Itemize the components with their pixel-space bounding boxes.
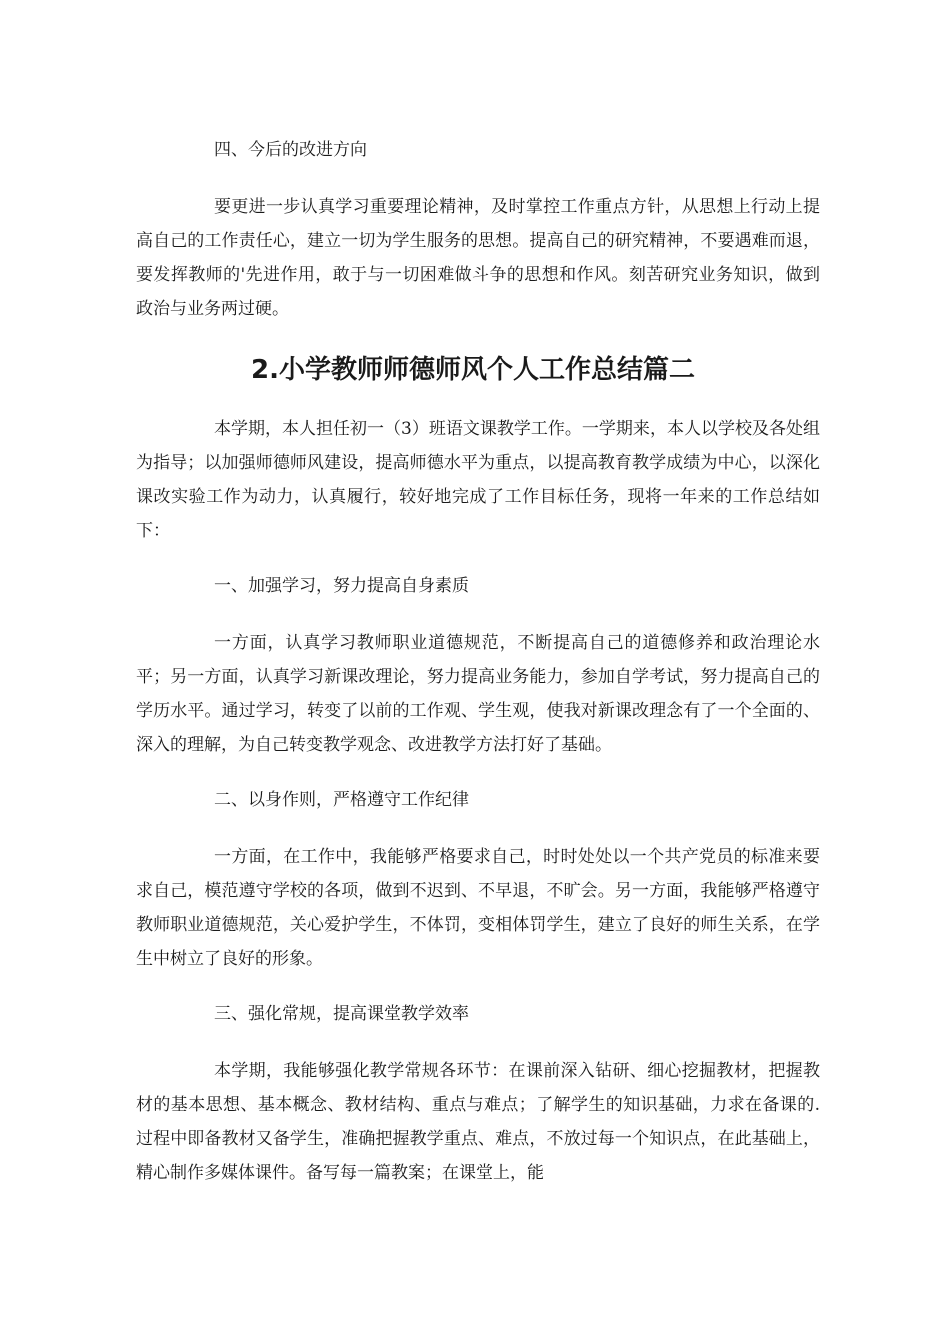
article-title: 2.小学教师师德师风个人工作总结篇二 bbox=[251, 355, 695, 385]
paragraph-discipline: 一方面，在工作中，我能够严格要求自己，时时处处以一个共产党员的标准来要求自己，模范遵守学校的各项，做到不迟到、不早退，不旷会。另一方面，我能够严格遵守教师职业道德规范，关心爱护学生，不体罚，变相体罚学生，建立了良好的师生关系，在学生中树立了良好的形象。 bbox=[136, 847, 820, 969]
section-heading-study: 一、加强学习，努力提高自身素质 bbox=[214, 576, 469, 596]
paragraph-routine: 本学期，我能够强化教学常规各环节：在课前深入钻研、细心挖掘教材，把握教材的基本思想、基本概念、教材结构、重点与难点；了解学生的知识基础，力求在备课的.过程中即备教材又备学生，准确把握教学重点、难点，不放过每一个知识点，在此基础上，精心制作多媒体课件。备写每一篇教案；在课堂上，能 bbox=[136, 1061, 820, 1183]
paragraph-study: 一方面，认真学习教师职业道德规范，不断提高自己的道德修养和政治理论水平；另一方面，认真学习新课改理论，努力提高业务能力，参加自学考试，努力提高自己的学历水平。通过学习，转变了以前的工作观、学生观，使我对新课改理念有了一个全面的、深入的理解，为自己转变教学观念、改进教学方法打好了基础。 bbox=[136, 633, 820, 755]
paragraph-intro: 本学期，本人担任初一（3）班语文课教学工作。一学期来，本人以学校及各处组为指导；以加强师德师风建设，提高师德水平为重点，以提高教育教学成绩为中心，以深化课改实验工作为动力，认真履行，较好地完成了工作目标任务，现将一年来的工作总结如下： bbox=[136, 419, 820, 541]
document-body bbox=[136, 134, 820, 1190]
section-heading-discipline: 二、以身作则，严格遵守工作纪律 bbox=[214, 790, 469, 810]
section-heading-improvement: 四、今后的改进方向 bbox=[214, 140, 367, 160]
section-heading-routine: 三、强化常规，提高课堂教学效率 bbox=[214, 1004, 469, 1024]
paragraph-improvement: 要更进一步认真学习重要理论精神，及时掌控工作重点方针，从思想上行动上提高自己的工作责任心，建立一切为学生服务的思想。提高自己的研究精神，不要遇难而退，要发挥教师的'先进作用，敢于与一切困难做斗争的思想和作风。刻苦研究业务知识，做到政治与业务两过硬。 bbox=[136, 197, 820, 319]
